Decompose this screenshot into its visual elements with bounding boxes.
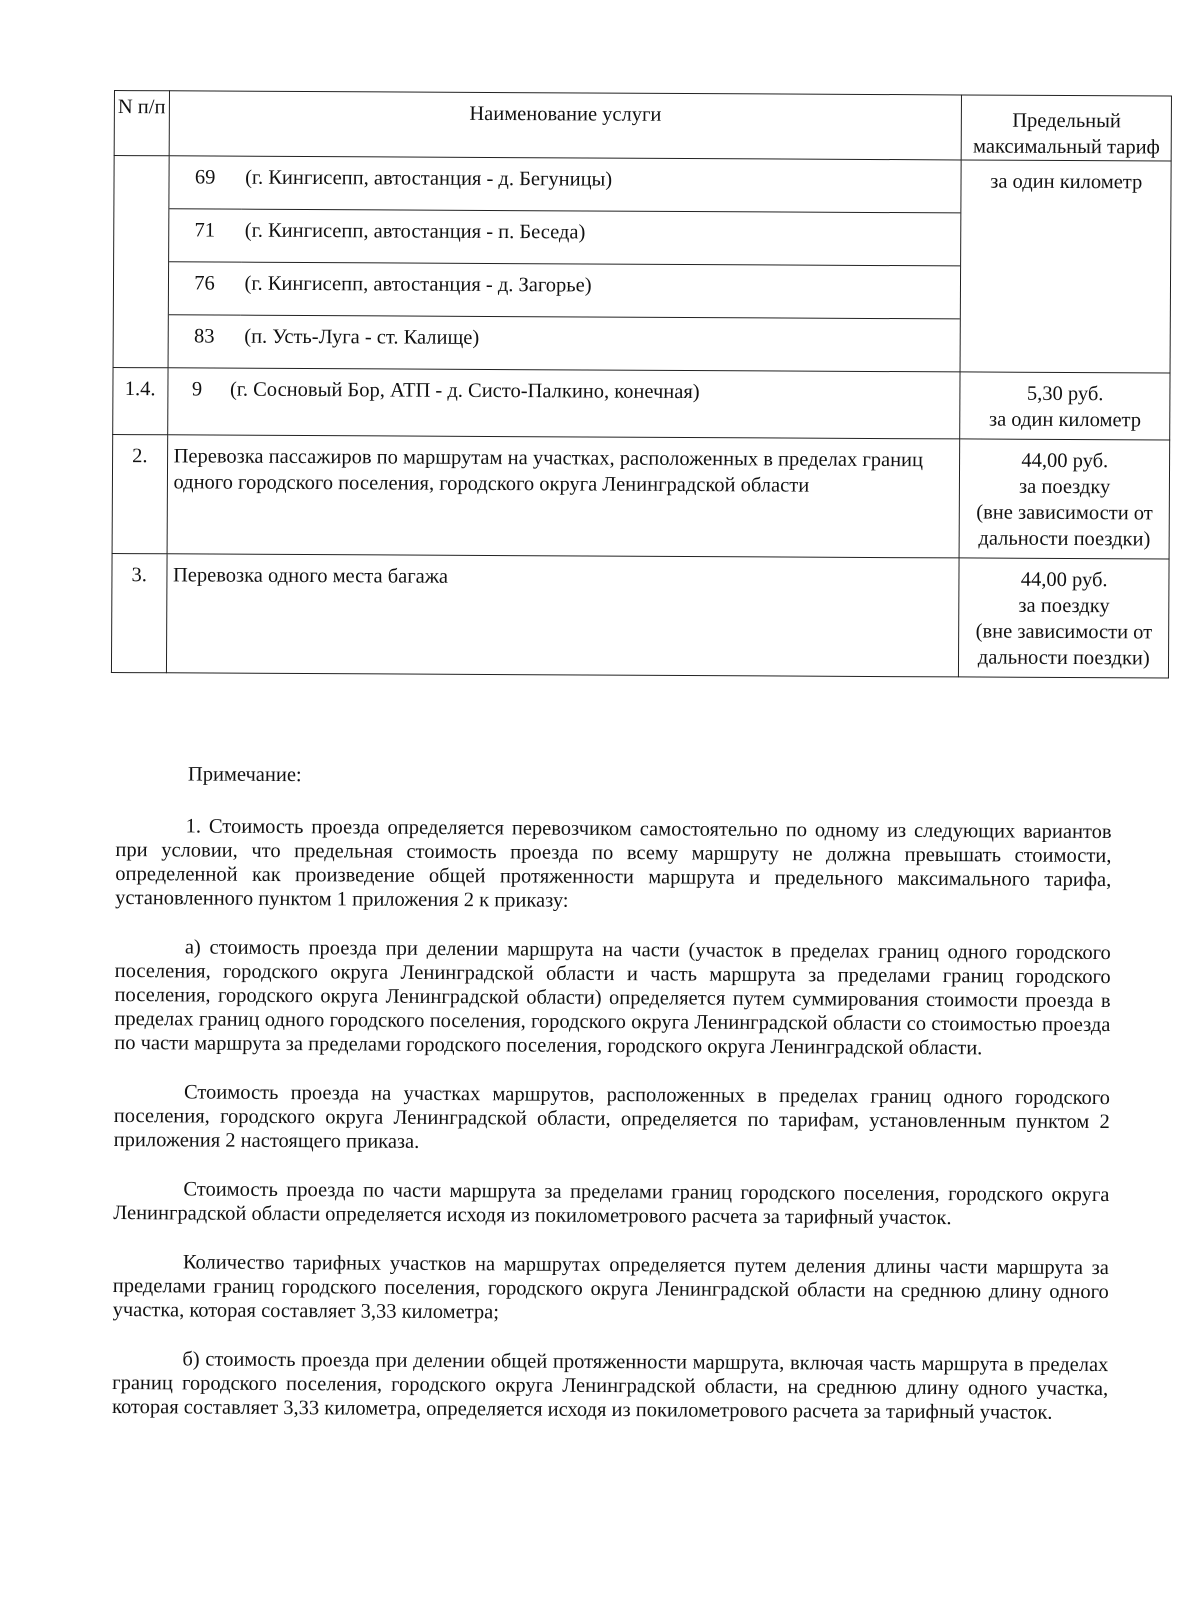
row-number-empty (113, 156, 169, 368)
route-number: 71 (169, 209, 241, 262)
tariff-unit: за поездку (1019, 475, 1111, 499)
tariff-amount: 5,30 руб. (1026, 382, 1104, 406)
tariff-note: (вне зависимости от дальности поездки) (976, 501, 1153, 551)
table-row-3 (111, 553, 1169, 678)
note-paragraph-4: Стоимость проезда по части маршрута за пределами границ городского поселения, городского округа Ленинградской области определяется исходя из покилометрового расчета за тарифный участок. (113, 1178, 1110, 1230)
route-row (169, 156, 961, 213)
service-name: Перевозка одного места багажа (166, 554, 960, 677)
route-number: 83 (193, 325, 215, 348)
route-name: (г. Кингисепп, автостанция - д. Бегуницы) (241, 157, 961, 213)
row-number: 1.4. (113, 367, 168, 434)
tariff-amount: 44,00 руб. (1020, 568, 1108, 592)
row-number: 2. (112, 434, 167, 553)
tariff-note: (вне зависимости от дальности поездки) (975, 620, 1153, 670)
tariff-unit: за поездку (1018, 594, 1110, 618)
tariff-cell (959, 558, 1169, 678)
route-number: 9 (191, 378, 203, 401)
table-row-2 (112, 434, 1170, 559)
tariff-amount: 44,00 руб. (1021, 449, 1109, 473)
tariff-cell: за один километр (961, 160, 1172, 373)
route-name: (г. Сосновый Бор, АТП - д. Систо-Палкино, конечная) (229, 378, 700, 404)
route-name: (г. Кингисепп, автостанция - п. Беседа) (241, 209, 961, 266)
route-row (168, 315, 960, 372)
route-name: (г. Кингисепп, автостанция - д. Загорье) (240, 262, 960, 319)
row-number: 3. (111, 553, 166, 672)
route-row (168, 262, 960, 319)
tariff-cell (960, 372, 1170, 440)
notes-title: Примечание: (187, 763, 302, 787)
note-paragraph-a: а) стоимость проезда при делении маршрута на части (участок в пределах границ одного городского поселения, городского округа Ленинградской области и часть маршрута за пределами границ городского поселения, городского округа Ленинградской области) определяется путем суммирования стоимости проезда в пределах границ одного городского поселения, городского округа Ленинградской области со стоимостью проезда по части маршрута за пределами городского поселения, городского округа Ленинградской области. (114, 936, 1111, 1060)
route-row (169, 209, 961, 266)
header-max-tariff: Предельный максимальный тариф (962, 95, 1172, 161)
route-cell (167, 368, 960, 439)
routes-cell (168, 156, 962, 372)
route-number: 69 (169, 156, 241, 209)
routes-list (168, 156, 961, 371)
note-paragraph-b: б) стоимость проезда при делении общей протяженности маршрута, включая часть маршрута в пределах границ городского поселения, городского округа Ленинградской области, на среднюю длину одного участка, которая составляет 3,33 километра, определяется исходя из покилометрового расчета за тарифный участок. (111, 1348, 1109, 1424)
note-paragraph-5: Количество тарифных участков на маршрутах определяется путем деления длины части маршрута за пределами границ городского поселения, городского округа Ленинградской области на среднюю длину одного участка, которая составляет 3,33 километра; (112, 1251, 1109, 1324)
notes-section (112, 762, 1112, 1450)
route-name: (п. Усть-Луга - ст. Калище) (244, 325, 480, 349)
tariff-table (111, 90, 1172, 679)
service-name: Перевозка пассажиров по маршрутам на участках, расположенных в пределах границ одного городского поселения, городского округа Ленинградской области (167, 435, 961, 558)
table-row-routes (113, 156, 1171, 374)
route-single (168, 368, 960, 424)
route-number: 76 (168, 262, 240, 315)
route-row (168, 368, 960, 424)
header-service-name: Наименование услуги (169, 91, 962, 160)
header-number: N п/п (114, 91, 169, 156)
table-header-row (114, 91, 1171, 162)
note-paragraph-3: Стоимость проезда на участках маршрутов, расположенных в пределах границ одного городского поселения, городского округа Ленинградской области, определяется по тарифам, установленным пунктом 2 приложения 2 настоящего приказа. (113, 1081, 1111, 1153)
tariff-cell (960, 439, 1170, 559)
note-paragraph-1: 1. Стоимость проезда определяется перевозчиком самостоятельно по одному из следующих вариантов при условии, что предельная стоимость проезда по всему маршруту не должна превышать стоимости, определенной как произведение общей протяженности маршрута и предельного максимального тарифа, установленного пунктом 1 приложения 2 к приказу: (115, 815, 1112, 912)
table-row-1-4 (113, 367, 1170, 440)
tariff-unit: за один километр (988, 408, 1142, 432)
